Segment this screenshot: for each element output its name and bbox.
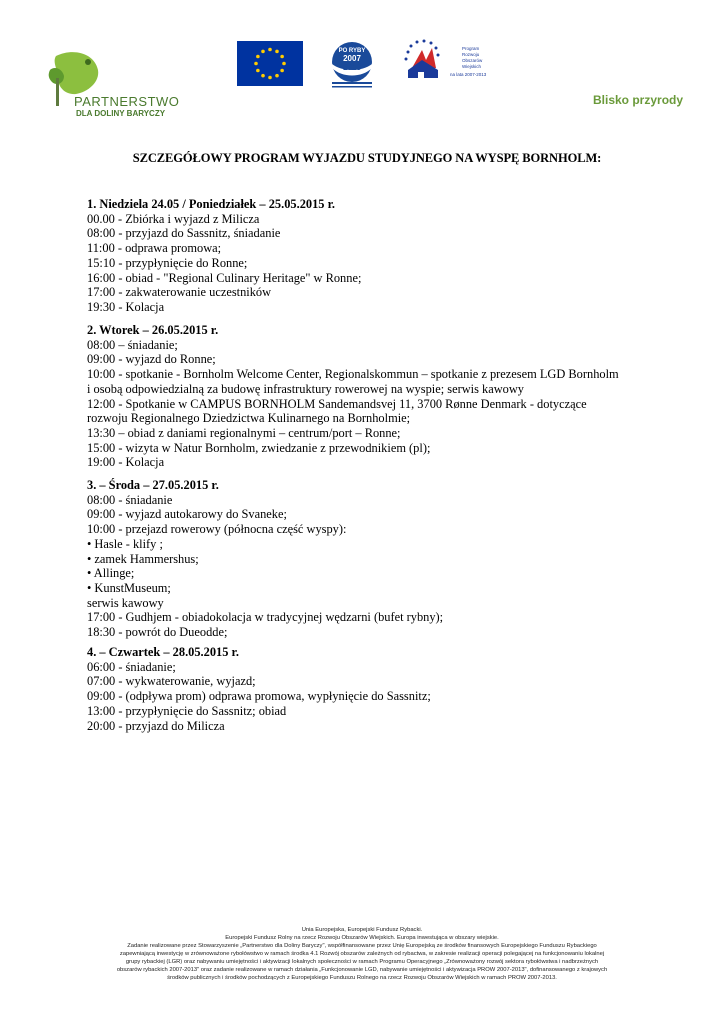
po-ryby-logo-icon — [327, 38, 377, 90]
schedule-item: 10:00 - przejazd rowerowy (północna część wyspy): — [87, 522, 347, 537]
schedule-item: • zamek Hammershus; — [87, 551, 199, 566]
eu-flag-icon — [237, 41, 303, 86]
footer-funding-note — [86, 926, 638, 982]
schedule-item: 19:30 - Kolacja — [87, 299, 165, 314]
footer-line: środków publicznych i środków pochodzących z Europejskiego Funduszu Rolnego na rzecz Rozwoju Obszarów Wiejskich w ramach PROW 2007-2013. — [167, 975, 557, 981]
brand-subtitle: DLA DOLINY BARYCZY — [76, 109, 166, 118]
day-section — [87, 323, 627, 470]
prow-logo-line3: Obszarów — [462, 58, 483, 63]
day-heading: 4. – Czwartek – 28.05.2015 r. — [87, 645, 239, 659]
prow-logo-line2: Rozwoju — [462, 52, 480, 57]
schedule-item: 06:00 - śniadanie; — [87, 659, 176, 674]
schedule-item: 15:00 - wizyta w Natur Bornholm, zwiedzanie z przewodnikiem (pl); — [87, 440, 431, 455]
schedule-item: 12:00 - Spotkanie w CAMPUS BORNHOLM Sandemandsvej 11, 3700 Rønne Denmark - dotyczące — [87, 396, 587, 411]
schedule-item: 20:00 - przyjazd do Milicza — [87, 718, 225, 733]
footer-line: zapewniającą inwestycję w zrównoważone rybołówstwo w ramach środka 4.1 Rozwój obszarów zależnych od rybactwa, w zakresie realizacji operacji polegającej na funkcjonowaniu lokalnej — [119, 951, 605, 957]
schedule-item: i osobą odpowiedzialną za budowę infrastruktury rowerowej na wyspie; serwis kawowy — [87, 381, 524, 396]
schedule-item: 09:00 - (odpływa prom) odprawa promowa, wypłynięcie do Sassnitz; — [87, 689, 431, 704]
schedule-item: 10:00 - spotkanie - Bornholm Welcome Center, Regionalskommun – spotkanie z prezesem LGD Bornholm — [87, 367, 619, 382]
schedule-item: 19:00 - Kolacja — [87, 455, 165, 470]
schedule-item: 16:00 - obiad - "Regional Culinary Heritage" w Ronne; — [87, 270, 362, 285]
schedule-item: 08:00 - śniadanie — [87, 492, 173, 507]
day-section — [87, 197, 627, 315]
prow-logo-line4: Wiejskich — [462, 64, 482, 69]
schedule-item: 00.00 - Zbiórka i wyjazd z Milicza — [87, 211, 260, 226]
ryby-logo-line1: PO RYBY — [338, 48, 366, 54]
prow-logo-line1: Program — [462, 46, 480, 51]
schedule-item: 08:00 – śniadanie; — [87, 337, 178, 352]
schedule-item: 15:10 - przypłynięcie do Ronne; — [87, 255, 248, 270]
prow-logo-line5: na lata 2007-2013 — [450, 72, 487, 77]
schedule-item: • KunstMuseum; — [87, 580, 171, 595]
schedule-item: 17:00 - zakwaterowanie uczestników — [87, 285, 272, 300]
day-heading: 1. Niedziela 24.05 / Poniedziałek – 25.05.2015 r. — [87, 197, 336, 211]
schedule-item: 17:00 - Gudhjem - obiadokolacja w tradycyjnej wędzarni (bufet rybny); — [87, 610, 444, 625]
day-section — [87, 478, 627, 640]
schedule-item: 11:00 - odprawa promowa; — [87, 241, 222, 256]
schedule-item: rozwoju Regionalnego Dziedzictwa Kulinarnego na Bornholmie; — [87, 411, 411, 426]
schedule-item: • Allinge; — [87, 566, 135, 581]
day-heading: 2. Wtorek – 26.05.2015 r. — [87, 323, 219, 337]
footer-line: grupy rybackiej (LGR) oraz nabywaniu umiejętności i aktywizacji lokalnych społeczności w ramach Programu Operacyjnego „Zrównoważony rozwój sektora rybołówstwa i nadbrzeżnych — [125, 959, 599, 965]
schedule-item: • Hasle - klify ; — [87, 536, 163, 551]
schedule-item: 07:00 - wykwaterowanie, wyjazd; — [87, 674, 256, 689]
prow-logo-icon — [400, 38, 490, 86]
day-section — [87, 645, 627, 733]
schedule-item: 18:30 - powrót do Dueodde; — [87, 625, 228, 640]
footer-line: obszarów rybackich 2007-2013" oraz zadanie realizowane w ramach działania „Funkcjonowanie LGD, nabywanie umiejętności i aktywizacja PROW 2007-2013", dofinansowanego z krajowych — [116, 967, 608, 973]
schedule-item: 13:00 - przypłynięcie do Sassnitz; obiad — [87, 703, 287, 718]
footer-line: Unia Europejska, Europejski Fundusz Rybacki. — [301, 927, 423, 933]
ryby-logo-line2: 2007 — [343, 54, 361, 63]
schedule-item: 09:00 - wyjazd autokarowy do Svaneke; — [87, 507, 287, 522]
ryby-logo-line3: 2013 — [343, 63, 361, 72]
day-heading: 3. – Środa – 27.05.2015 r. — [87, 478, 219, 492]
document-title: SZCZEGÓŁOWY PROGRAM WYJAZDU STUDYJNEGO NA WYSPĘ BORNHOLM: — [132, 151, 602, 165]
brand-name: PARTNERSTWO — [74, 94, 180, 109]
letterhead — [0, 0, 725, 125]
schedule-item: 08:00 - przyjazd do Sassnitz, śniadanie — [87, 226, 281, 241]
tagline: Blisko przyrody — [593, 93, 684, 107]
schedule-item: 09:00 - wyjazd do Ronne; — [87, 352, 216, 367]
schedule-item: 13:30 – obiad z daniami regionalnymi – centrum/port – Ronne; — [87, 425, 401, 440]
schedule-item: serwis kawowy — [87, 595, 164, 610]
footer-line: Zadanie realizowane przez Stowarzyszenie „Partnerstwo dla Doliny Baryczy", współfinansowane przez Unię Europejską ze środków finansowych Europejskiego Funduszu Rybackiego — [127, 943, 597, 949]
footer-line: Europejski Fundusz Rolny na rzecz Rozwoju Obszarów Wiejskich. Europa inwestująca w obszary wiejskie. — [225, 935, 499, 941]
